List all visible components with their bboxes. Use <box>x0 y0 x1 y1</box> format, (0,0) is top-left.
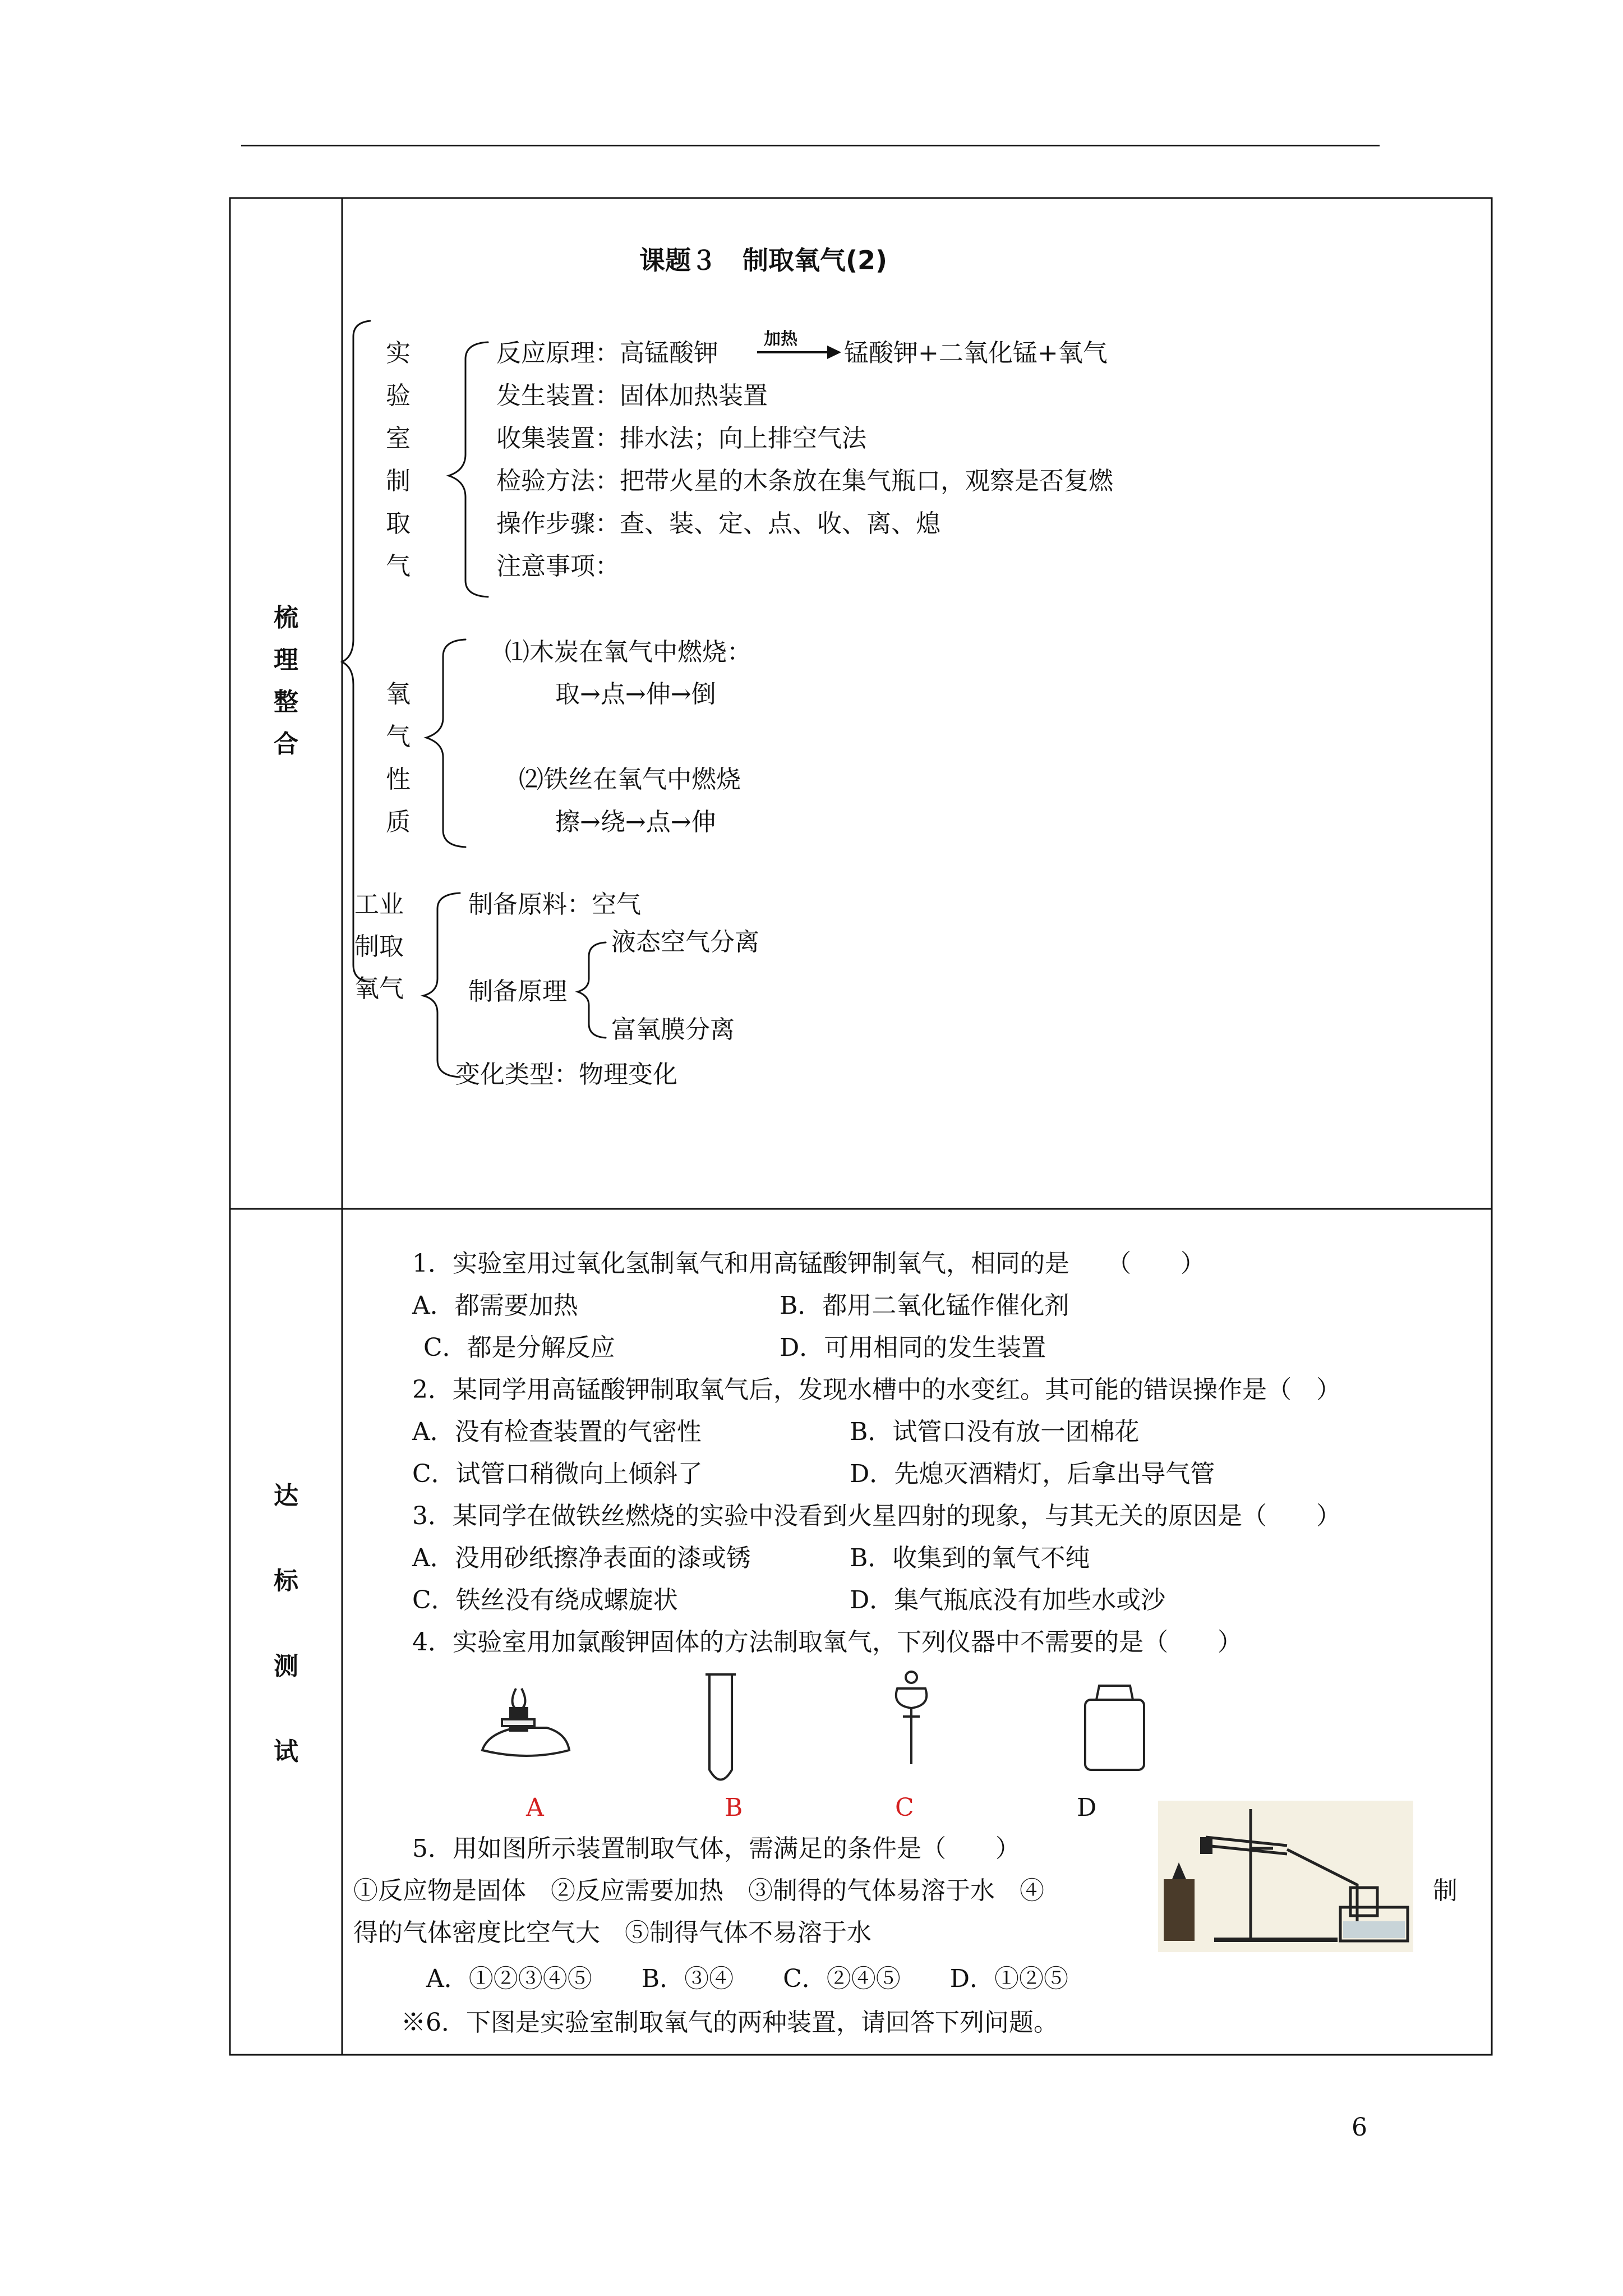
property-label-2: 气 <box>386 723 411 751</box>
question-3: 3．某同学在做铁丝燃烧的实验中没看到火星四射的现象，与其无关的原因是（ ） <box>412 1502 1341 1530</box>
side-label-summary-1: 梳 <box>274 604 298 632</box>
question-4: 4．实验室用加氯酸钾固体的方法制取氧气，下列仪器中不需要的是（ ） <box>412 1628 1242 1657</box>
reaction-products: 锰酸钾+二氧化锰+氧气 <box>844 339 1108 367</box>
q2-option-d: D．先熄灭酒精灯，后拿出导气管 <box>850 1460 1215 1488</box>
q3-option-b: B．收集到的氧气不纯 <box>850 1544 1090 1572</box>
charcoal-steps: 取→点→伸→倒 <box>555 680 716 708</box>
iron-steps: 擦→绕→点→伸 <box>555 808 716 836</box>
q1-option-d: D．可用相同的发生装置 <box>780 1333 1046 1362</box>
industrial-material: 制备原料：空气 <box>468 890 641 919</box>
lab-label-4: 制 <box>386 467 411 495</box>
charcoal-burning: ⑴木炭在氧气中燃烧： <box>505 638 751 666</box>
generation-apparatus: 发生装置：固体加热装置 <box>496 381 768 410</box>
q4-label-c: C <box>895 1793 914 1822</box>
collection-apparatus: 收集装置：排水法；向上排空气法 <box>496 424 866 453</box>
operation-steps: 操作步骤：查、装、定、点、收、离、熄 <box>496 509 940 538</box>
q4-label-b: B <box>725 1793 743 1822</box>
side-label-test-2: 标 <box>274 1567 298 1595</box>
section-title: 课题３ 制取氧气(2) <box>639 245 888 275</box>
iron-burning: ⑵铁丝在氧气中燃烧 <box>519 765 741 794</box>
q1-option-a: A．都需要加热 <box>412 1291 578 1320</box>
q3-option-d: D．集气瓶底没有加些水或沙 <box>850 1586 1166 1614</box>
question-6: ※6．下图是实验室制取氧气的两种装置，请回答下列问题。 <box>401 2008 1058 2037</box>
q2-option-a: A．没有检查装置的气密性 <box>412 1418 702 1446</box>
page-number: 6 <box>1352 2113 1367 2142</box>
industrial-label-2: 制取 <box>354 932 404 961</box>
industrial-label-3: 氧气 <box>354 974 404 1003</box>
lab-label-1: 实 <box>386 339 411 367</box>
side-label-summary-3: 整 <box>274 688 298 716</box>
q1-option-c: C．都是分解反应 <box>423 1333 615 1362</box>
q1-option-b: B．都用二氧化锰作催化剂 <box>780 1291 1069 1320</box>
property-label-3: 性 <box>386 765 411 794</box>
lab-label-6: 气 <box>386 552 411 581</box>
industrial-label-1: 工业 <box>354 890 404 919</box>
q5-options: A．①②③④⑤ B．③④ C．②④⑤ D．①②⑤ <box>426 1964 1069 1993</box>
lab-label-3: 室 <box>386 424 411 453</box>
side-label-test-4: 试 <box>274 1737 298 1766</box>
lab-label-2: 验 <box>386 381 411 410</box>
side-label-test-1: 达 <box>274 1481 298 1510</box>
industrial-method-2: 富氧膜分离 <box>611 1015 735 1044</box>
reaction-arrow-label: 加热 <box>764 329 797 349</box>
q4-label-a: A <box>526 1793 544 1822</box>
question-1: 1．实验室用过氧化氢制氧气和用高锰酸钾制氧气，相同的是 （ ） <box>412 1249 1205 1278</box>
test-method: 检验方法：把带火星的木条放在集气瓶口，观察是否复燃 <box>496 467 1113 495</box>
industrial-principle: 制备原理 <box>468 977 567 1006</box>
side-label-test-3: 测 <box>274 1652 298 1681</box>
q2-option-c: C．试管口稍微向上倾斜了 <box>412 1460 703 1488</box>
lab-label-5: 取 <box>386 509 411 538</box>
question-5: 5．用如图所示装置制取气体，需满足的条件是（ ） <box>412 1834 1020 1863</box>
side-label-summary-4: 合 <box>274 730 298 758</box>
q4-label-d: D <box>1077 1793 1097 1822</box>
q3-option-a: A．没用砂纸擦净表面的漆或锈 <box>412 1544 751 1572</box>
q2-option-b: B．试管口没有放一团棉花 <box>850 1418 1140 1446</box>
q3-option-c: C．铁丝没有绕成螺旋状 <box>412 1586 678 1614</box>
industrial-method-1: 液态空气分离 <box>611 928 759 956</box>
side-label-summary-2: 理 <box>274 646 298 674</box>
property-label-4: 质 <box>386 808 411 836</box>
reaction-principle: 反应原理：高锰酸钾 <box>496 339 718 367</box>
q5-conditions-line-1-tail: 制 <box>1433 1876 1458 1905</box>
q5-conditions-line-1: ①反应物是固体 ②反应需要加热 ③制得的气体易溶于水 ④ <box>353 1876 1044 1905</box>
industrial-change-type: 变化类型：物理变化 <box>455 1060 677 1089</box>
property-label-1: 氧 <box>386 680 411 708</box>
precautions: 注意事项： <box>496 552 620 581</box>
q5-conditions-line-2: 得的气体密度比空气大 ⑤制得气体不易溶于水 <box>353 1918 872 1947</box>
question-2: 2．某同学用高锰酸钾制取氧气后，发现水槽中的水变红。其可能的错误操作是（ ） <box>412 1375 1341 1404</box>
